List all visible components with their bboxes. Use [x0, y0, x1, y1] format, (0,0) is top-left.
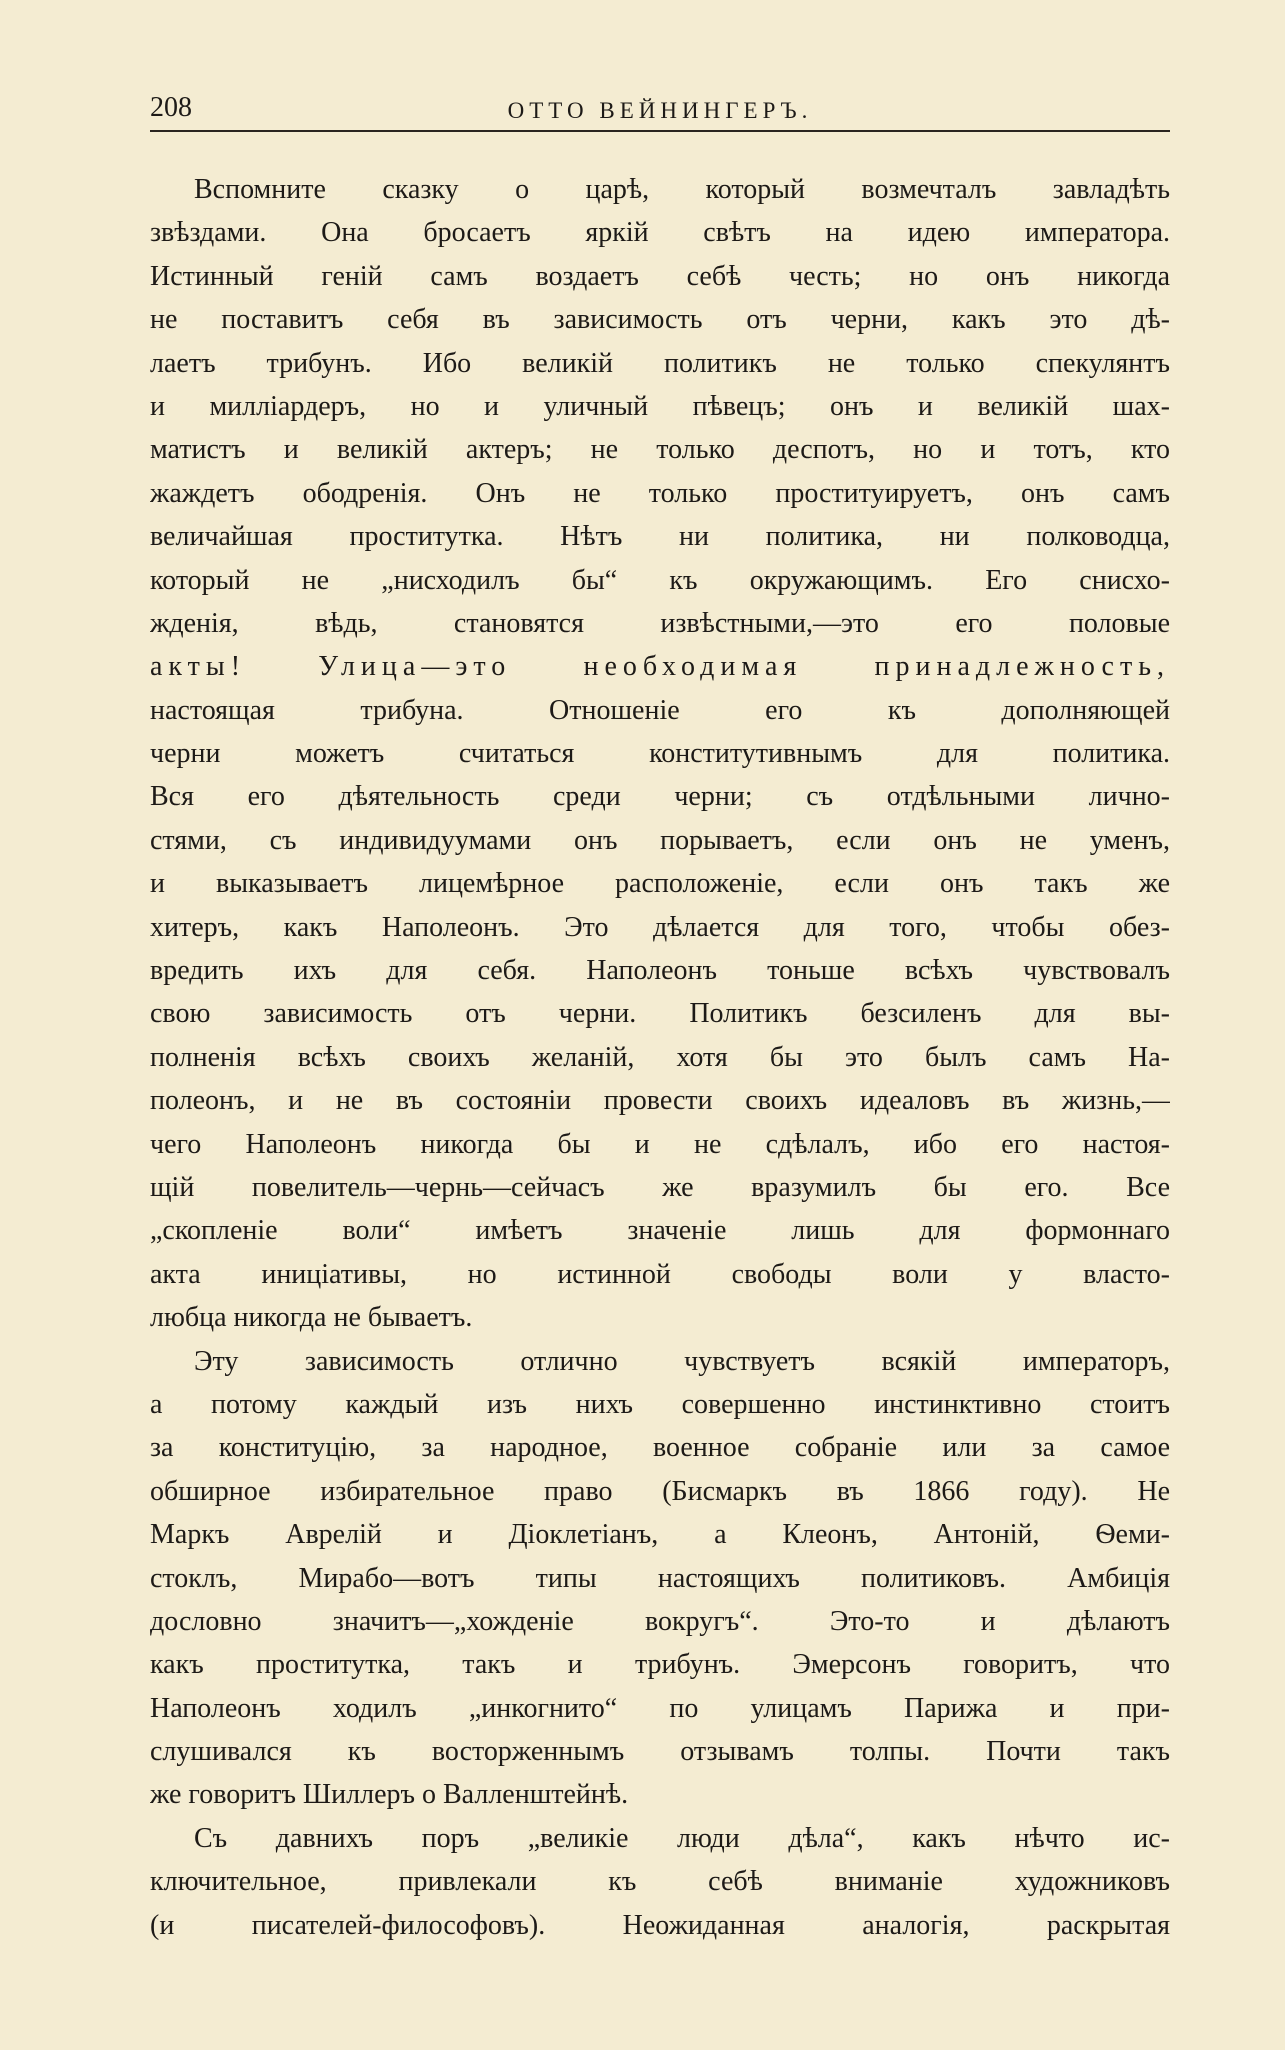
text-line: стями, съ индивидуумами онъ порываетъ, если онъ не уменъ,	[150, 824, 1170, 856]
text-line: за конституцію, за народное, военное собраніе или за самое	[150, 1432, 1170, 1464]
text-line: щій повелитель—чернь—сейчасъ же вразумилъ бы его. Все	[150, 1171, 1170, 1203]
text-line: Вспомните сказку о царѣ, который возмечталъ завладѣть	[194, 174, 1170, 205]
text-line: вредить ихъ для себя. Наполеонъ тоньше всѣхъ чувствовалъ	[150, 955, 1170, 987]
text-line: лаетъ трибунъ. Ибо великій политикъ не только спекулянтъ	[150, 347, 1170, 379]
text-line: акта иниціативы, но истинной свободы воли у власто-	[150, 1258, 1170, 1290]
text-line: настоящая трибуна. Отношеніе его къ дополняющей	[150, 694, 1170, 726]
body-text	[150, 168, 1170, 1947]
text-line: чего Наполеонъ никогда бы и не сдѣлалъ, ибо его настоя-	[150, 1128, 1170, 1160]
text-line: же говоритъ Шиллеръ о Валленштейнѣ.	[150, 1779, 629, 1811]
text-line: свою зависимость отъ черни. Политикъ безсиленъ для вы-	[150, 998, 1170, 1030]
text-line: не поставитъ себя въ зависимость отъ черни, какъ это дѣ-	[150, 304, 1170, 336]
text-line: какъ проститутка, такъ и трибунъ. Эмерсонъ говоритъ, что	[150, 1649, 1170, 1681]
text-line: Вся его дѣятельность среди черни; съ отдѣльными лично-	[150, 781, 1170, 813]
text-line: обширное избирательное право (Бисмаркъ въ 1866 году). Не	[150, 1475, 1170, 1507]
text-line: который не „нисходилъ бы“ къ окружающимъ. Его снисхо-	[150, 564, 1170, 596]
text-line: жаждетъ ободренія. Онъ не только проституируетъ, онъ самъ	[150, 477, 1170, 509]
text-line: черни можетъ считаться конститутивнымъ для политика.	[150, 738, 1170, 770]
text-line: и милліардеръ, но и уличный пѣвецъ; онъ и великій шах-	[150, 390, 1170, 422]
text-line: матистъ и великій актеръ; не только деспотъ, но и тотъ, кто	[150, 434, 1170, 466]
text-line: стоклъ, Мирабо—вотъ типы настоящихъ политиковъ. Амбиція	[150, 1562, 1170, 1594]
text-line: полеонъ, и не въ состояніи провести своихъ идеаловъ въ жизнь,—	[150, 1085, 1170, 1117]
text-line: акты! Улица—это необходимая принадлежность,	[150, 651, 1170, 683]
text-line: слушивался къ восторженнымъ отзывамъ толпы. Почти такъ	[150, 1736, 1170, 1768]
text-line: любца никогда не бываетъ.	[150, 1302, 473, 1334]
text-line: Эту зависимость отлично чувствуетъ всякій императоръ,	[194, 1345, 1170, 1377]
header-rule	[150, 130, 1170, 132]
page-header	[150, 88, 1170, 128]
text-line: а потому каждый изъ нихъ совершенно инстинктивно стоитъ	[150, 1388, 1170, 1420]
text-line: хитеръ, какъ Наполеонъ. Это дѣлается для того, чтобы обез-	[150, 911, 1170, 943]
text-line: и выказываетъ лицемѣрное расположеніе, если онъ такъ же	[150, 868, 1170, 900]
text-line: (и писателей-философовъ). Неожиданная аналогія, раскрытая	[150, 1909, 1170, 1941]
text-line: полненія всѣхъ своихъ желаній, хотя бы это былъ самъ На-	[150, 1041, 1170, 1073]
text-line: дословно значитъ—„хожденіе вокругъ“. Это-то и дѣлаютъ	[150, 1605, 1170, 1637]
text-line: величайшая проститутка. Нѣтъ ни политика, ни полководца,	[150, 521, 1170, 553]
text-line: Съ давнихъ поръ „великіе люди дѣла“, какъ нѣчто ис-	[194, 1822, 1170, 1854]
page-number: 208	[150, 92, 192, 123]
text-line: звѣздами. Она бросаетъ яркій свѣтъ на идею императора.	[150, 217, 1170, 249]
text-line: Истинный геній самъ воздаетъ себѣ честь; но онъ никогда	[150, 260, 1170, 292]
text-line: Наполеонъ ходилъ „инкогнито“ по улицамъ Парижа и при-	[150, 1692, 1170, 1724]
text-line: „скопленіе воли“ имѣетъ значеніе лишь для формоннаго	[150, 1215, 1170, 1247]
running-title: ОТТО ВЕЙНИНГЕРЪ.	[507, 98, 813, 123]
text-line: жденія, вѣдь, становятся извѣстными,—это его половые	[150, 607, 1170, 639]
text-line: ключительное, привлекали къ себѣ вниманіе художниковъ	[150, 1866, 1170, 1898]
text-line: Маркъ Аврелій и Діоклетіанъ, а Клеонъ, Антоній, Ѳеми-	[150, 1519, 1170, 1551]
